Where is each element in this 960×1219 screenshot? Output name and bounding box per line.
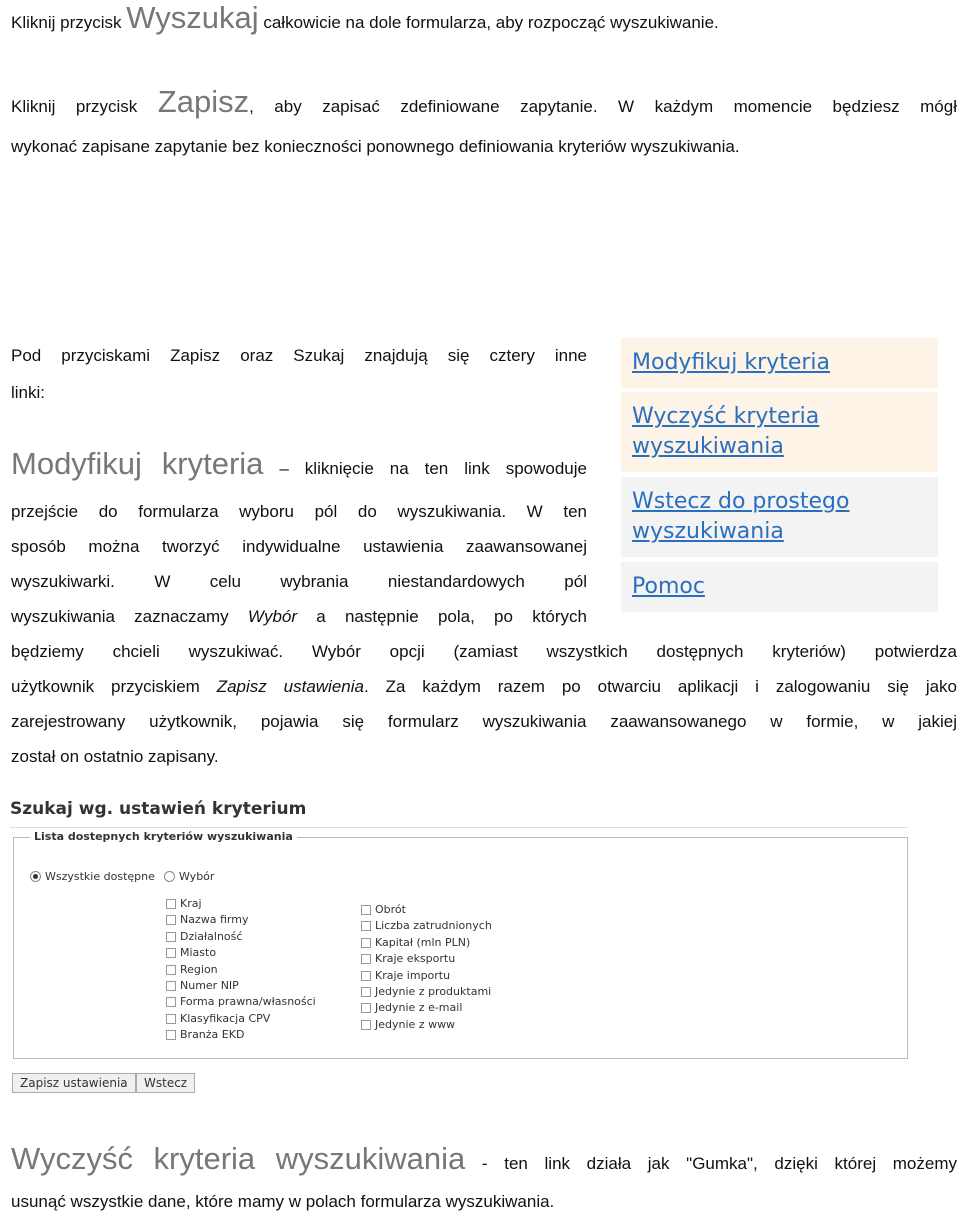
checkbox-label: Kraje eksportu: [375, 952, 456, 966]
checkbox-label: Jedynie z produktami: [375, 985, 492, 999]
criteria-checkbox-item[interactable]: [166, 962, 316, 978]
link-label: wyszukiwania: [632, 434, 784, 459]
modify-line3: sposób można tworzyć indywidualne ustawienia zaawansowanej: [11, 537, 587, 556]
modify-line2: przejście do formularza wyboru pól do wyszukiwania. W ten: [11, 502, 587, 521]
checkbox-label: Działalność: [180, 929, 243, 943]
checkbox-icon[interactable]: [361, 987, 371, 997]
checkbox-label: Jedynie z www: [375, 1017, 456, 1031]
criteria-checkbox-item[interactable]: [166, 978, 316, 994]
checkbox-label: Klasyfikacja CPV: [180, 1011, 271, 1025]
paragraph-links-line1: Pod przyciskami Zapisz oraz Szukaj znajdują się cztery inne: [11, 346, 587, 365]
checkbox-icon[interactable]: [166, 1014, 176, 1024]
checkbox-label: Liczba zatrudnionych: [375, 919, 492, 933]
italic-save-settings: Zapisz ustawienia: [216, 677, 364, 696]
clear-heading: Wyczyść kryteria wyszukiwania: [11, 1141, 466, 1176]
italic-choice: Wybór: [247, 607, 298, 626]
checkbox-icon[interactable]: [166, 899, 176, 909]
checkbox-icon[interactable]: [166, 997, 176, 1007]
checkbox-icon[interactable]: [166, 965, 176, 975]
link-clear-criteria[interactable]: [621, 392, 938, 472]
clear-line1: [11, 1141, 957, 1181]
checkbox-icon[interactable]: [166, 932, 176, 942]
text: Kliknij przycisk: [11, 97, 158, 116]
radio-choice[interactable]: [164, 870, 214, 883]
checkbox-icon[interactable]: [166, 915, 176, 925]
radio-label: Wybór: [179, 870, 215, 883]
back-button[interactable]: Wstecz: [136, 1073, 195, 1093]
criteria-checkbox-item[interactable]: [361, 951, 492, 967]
checkbox-icon[interactable]: [361, 938, 371, 948]
paragraph-links-line2: linki:: [11, 383, 46, 402]
text: – kliknięcie na ten link spowoduje: [263, 459, 587, 478]
checkbox-label: Branża EKD: [180, 1028, 245, 1042]
search-button-name: Wyszukaj: [126, 0, 259, 35]
checkbox-label: Forma prawna/własności: [180, 995, 316, 1009]
checkbox-icon[interactable]: [166, 1030, 176, 1040]
criteria-checkbox-item[interactable]: [361, 984, 492, 1000]
checkbox-label: Region: [180, 962, 218, 976]
link-label: Pomoc: [632, 574, 705, 599]
save-settings-button[interactable]: Zapisz ustawienia: [12, 1073, 136, 1093]
criteria-checkbox-item[interactable]: [361, 918, 492, 934]
criteria-checkbox-item[interactable]: [166, 929, 316, 945]
link-label: wyszukiwania: [632, 519, 784, 544]
checkbox-label: Jedynie z e-mail: [375, 1001, 463, 1015]
checkbox-icon[interactable]: [361, 971, 371, 981]
radio-all-available[interactable]: [30, 870, 155, 883]
checkbox-label: Miasto: [180, 946, 217, 960]
modify-line9: został on ostatnio zapisany.: [11, 747, 219, 766]
divider: [10, 827, 908, 828]
criteria-checkbox-item[interactable]: [361, 935, 492, 951]
clear-line2: usunąć wszystkie dane, które mamy w polach formularza wyszukiwania.: [11, 1192, 555, 1211]
modify-line6: będziemy chcieli wyszukiwać. Wybór opcji (zamiast wszystkich dostępnych kryteriów) potwierdza: [11, 642, 957, 661]
text: całkowicie na dole formularza, aby rozpocząć wyszukiwanie.: [258, 13, 719, 32]
checkbox-icon[interactable]: [166, 948, 176, 958]
criteria-fieldset: [13, 830, 908, 1059]
criteria-checkbox-item[interactable]: [361, 1000, 492, 1016]
left-field-list: [166, 896, 316, 1044]
criteria-checkbox-item[interactable]: [361, 1017, 492, 1033]
checkbox-label: Obrót: [375, 903, 406, 916]
link-help[interactable]: [621, 562, 938, 612]
criteria-form: [10, 795, 908, 1095]
modify-heading: Modyfikuj kryteria: [11, 446, 264, 481]
modify-line4: wyszukiwarki. W celu wybrania niestandardowych pól: [11, 572, 587, 591]
link-back-simple-search[interactable]: [621, 477, 938, 557]
paragraph-search: [11, 0, 951, 40]
text: - ten link działa jak "Gumka", dzięki której możemy: [465, 1154, 957, 1173]
right-field-list: [361, 902, 492, 1033]
checkbox-icon[interactable]: [361, 905, 371, 915]
checkbox-label: Numer NIP: [180, 979, 239, 993]
modify-line8: zarejestrowany użytkownik, pojawia się formularz wyszukiwania zaawansowanego w formie, w jakiej: [11, 712, 957, 731]
checkbox-label: Kapitał (mln PLN): [375, 935, 471, 949]
fieldset-legend: Lista dostepnych kryteriów wyszukiwania: [30, 830, 297, 843]
radio-unchecked-icon: [164, 871, 175, 882]
link-modify-criteria[interactable]: [621, 338, 938, 388]
checkbox-label: Kraj: [180, 897, 202, 910]
checkbox-label: Nazwa firmy: [180, 913, 249, 927]
criteria-checkbox-item[interactable]: [166, 945, 316, 961]
text: . Za każdym razem po otwarciu aplikacji i zalogowaniu się jako: [363, 677, 958, 696]
checkbox-icon[interactable]: [166, 981, 176, 991]
radio-checked-icon: [30, 871, 41, 882]
criteria-checkbox-item[interactable]: [166, 1027, 316, 1043]
checkbox-icon[interactable]: [361, 954, 371, 964]
checkbox-icon[interactable]: [361, 1020, 371, 1030]
criteria-checkbox-item[interactable]: [166, 896, 316, 912]
criteria-checkbox-item[interactable]: [166, 912, 316, 928]
text: użytkownik przyciskiem: [11, 677, 217, 696]
text: a następnie pola, po których: [297, 607, 587, 626]
paragraph-save-line2: wykonać zapisane zapytanie bez konieczności ponownego definiowania kryteriów wyszukiwania.: [11, 137, 740, 156]
criteria-checkbox-item[interactable]: [166, 1011, 316, 1027]
checkbox-label: Kraje importu: [375, 968, 451, 982]
text: wyszukiwania zaznaczamy: [11, 607, 248, 626]
criteria-checkbox-item[interactable]: [361, 968, 492, 984]
text: Kliknij przycisk: [11, 13, 127, 32]
link-label: Wstecz do prostego: [632, 489, 850, 514]
text: , aby zapisać zdefiniowane zapytanie. W każdym momencie będziesz mógł: [249, 97, 957, 116]
criteria-checkbox-item[interactable]: [361, 902, 492, 918]
modify-line7: [11, 669, 957, 704]
checkbox-icon[interactable]: [361, 921, 371, 931]
criteria-checkbox-item[interactable]: [166, 994, 316, 1010]
save-button-name: Zapisz: [157, 84, 250, 119]
modify-line1: [11, 446, 587, 486]
radio-label: Wszystkie dostępne: [45, 870, 155, 883]
paragraph-save-line1: [11, 84, 957, 124]
form-title: Szukaj wg. ustawień kryterium: [10, 799, 307, 819]
checkbox-icon[interactable]: [361, 1003, 371, 1013]
link-label: Modyfikuj kryteria: [632, 350, 830, 375]
modify-line5: [11, 599, 587, 634]
link-label: Wyczyść kryteria: [632, 404, 820, 429]
